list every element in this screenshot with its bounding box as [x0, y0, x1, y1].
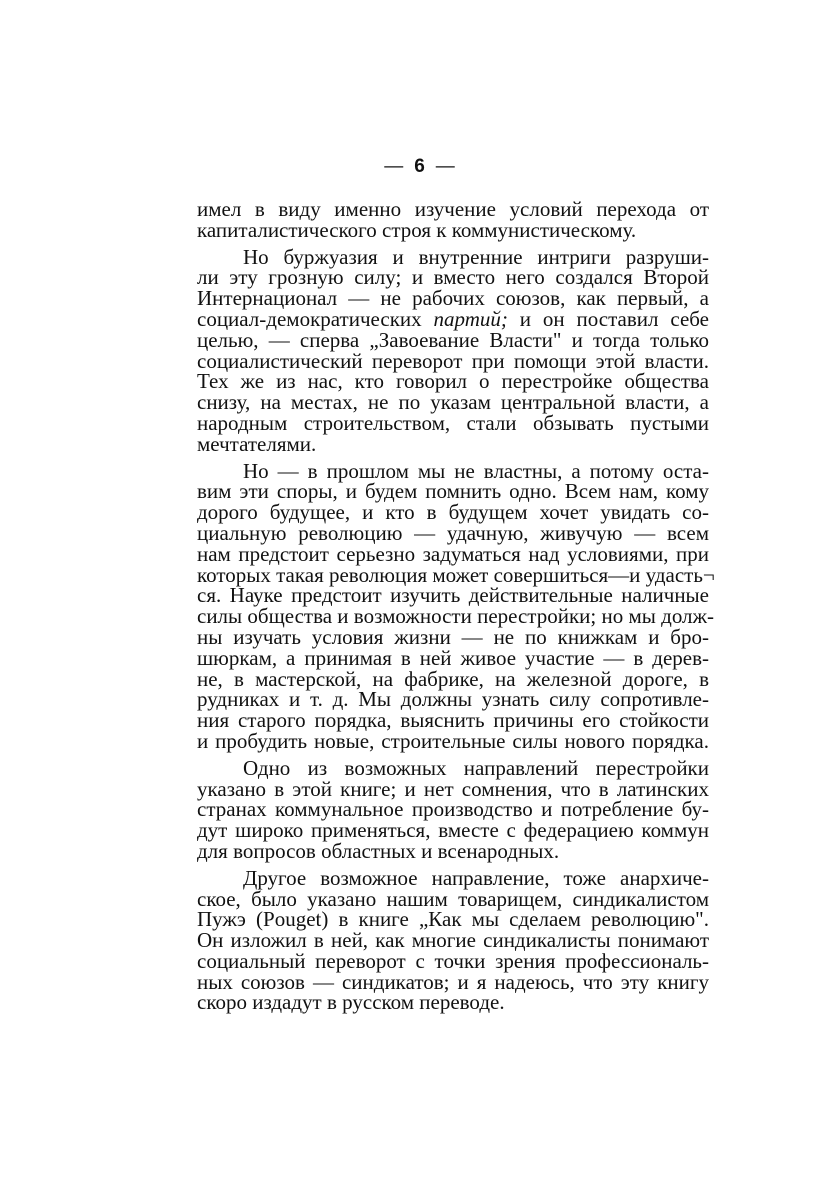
text-line: дут широко применяться, вместе с федерациею коммун: [197, 818, 709, 843]
text-line: рудниках и т. д. Мы должны узнать силу сопротивле-: [197, 687, 709, 712]
text-line: ское, было указано нашим товарищем, синдикалистом: [197, 886, 709, 911]
text-fragment: социал-демократических: [197, 306, 434, 331]
text-line: снизу, на местах, не по указам центральной власти, а: [197, 390, 709, 415]
text-line: Одно из возможных направлений перестройки: [243, 755, 709, 780]
text-line: скоро издадут в русском переводе.: [197, 990, 505, 1015]
text-line: Пужэ (Pouget) в книге „Как мы сделаем революцию".: [197, 907, 709, 932]
text-line: Но — в прошлом мы не властны, а потому оста-: [243, 458, 709, 483]
text-line: мечтателями.: [197, 431, 317, 456]
text-line: ния старого порядка, выяснить причины его стойкости: [197, 708, 709, 733]
paragraph-3: [197, 458, 715, 753]
text-line: ны изучать условия жизни — не по книжкам и бро-: [197, 624, 709, 649]
text-line: ли эту грозную силу; и вместо него создался Второй: [197, 265, 709, 290]
text-line: дорого будущее, и кто в будущем хочет увидать со-: [197, 500, 709, 525]
body-text: [197, 197, 715, 1019]
text-line: циальную революцию — удачную, живучую — всем: [197, 520, 709, 545]
paragraph-1: [197, 199, 709, 241]
text-line: силы общества и возможности перестройки; но мы долж-: [197, 604, 715, 629]
text-line: Он изложил в ней, как многие синдикалисты понимают: [197, 928, 709, 953]
paragraph-2: [197, 244, 709, 456]
text-line: ных союзов — синдикатов; и я надеюсь, что эту книгу: [197, 969, 709, 994]
text-line: для вопросов областных и всенародных.: [197, 838, 560, 863]
text-line: социалистический переворот при помощи этой власти.: [197, 348, 709, 373]
text-line: странах коммунальное производство и потребление бу-: [197, 797, 709, 822]
text-line: ся. Науке предстоит изучить действительные наличные: [197, 583, 709, 608]
text-line: не, в мастерской, на фабрике, на железной дороге, в: [197, 666, 709, 691]
text-line: народным строительством, стали обзывать пустыми: [197, 410, 709, 435]
text-line-with-italic: [197, 306, 709, 331]
text-line: Но буржуазия и внутренние интриги разруши-: [243, 244, 709, 269]
text-line: которых такая революция может совершиться—и удасть¬: [197, 562, 715, 587]
text-fragment: и он поставил себе: [507, 306, 709, 331]
text-line: Тех же из нас, кто говорил о перестройке общества: [197, 369, 709, 394]
text-line: указано в этой книге; и нет сомнения, что в латинских: [197, 776, 709, 801]
paragraph-4: [197, 755, 709, 863]
text-line: целью, — сперва „Завоевание Власти" и тогда только: [197, 327, 709, 352]
text-line: Другое возможное направление, тоже анархиче-: [243, 865, 709, 890]
text-line: и пробудить новые, строительные силы нового порядка.: [197, 728, 709, 753]
page-number-dash-right: —: [435, 156, 456, 177]
text-line: капиталистического строя к коммунистическому.: [197, 217, 637, 242]
text-line: шюркам, а принимая в ней живое участие — в дерев-: [197, 645, 709, 670]
text-line: имел в виду именно изучение условий перехода от: [197, 197, 709, 221]
text-line: вим эти споры, и будем помнить одно. Всем нам, кому: [197, 479, 709, 504]
text-line: нам предстоит серьезно задуматься над условиями, при: [197, 541, 709, 566]
page-number-value: 6: [414, 156, 426, 177]
paragraph-5: [197, 865, 709, 1015]
text-line: Интернационал — не рабочих союзов, как первый, а: [197, 286, 709, 311]
italic-word: партий;: [433, 306, 508, 331]
page-number-dash-left: —: [384, 156, 405, 177]
text-line: социальный переворот с точки зрения профессиональ-: [197, 948, 709, 973]
page-number: [0, 156, 840, 178]
